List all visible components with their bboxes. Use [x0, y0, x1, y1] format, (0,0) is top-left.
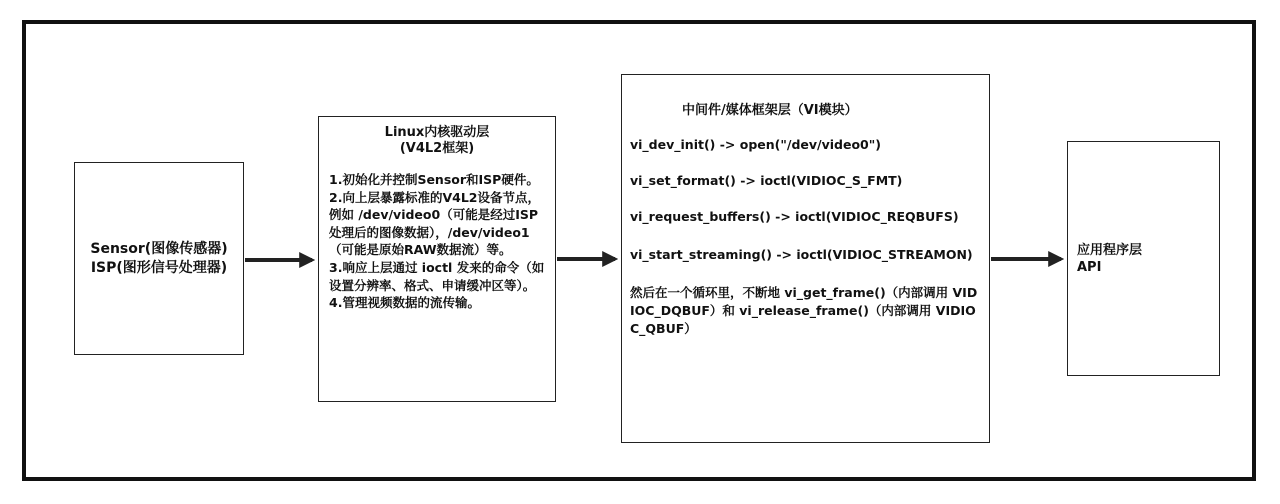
kernel-item: 4.管理视频数据的流传输。 — [329, 295, 480, 311]
isp-label: ISP(图形信号处理器) — [90, 259, 228, 276]
middleware-item: vi_dev_init() -> open("/dev/video0") — [630, 137, 881, 152]
application-api-box — [1067, 141, 1220, 376]
app-layer-label: 应用程序层 — [1077, 243, 1143, 258]
middleware-title: 中间件/媒体框架层（VI模块） — [682, 103, 858, 118]
sensor-isp-box — [74, 162, 244, 355]
sensor-label: Sensor(图像传感器) — [90, 240, 228, 257]
api-label: API — [1077, 260, 1102, 275]
middleware-box — [621, 74, 990, 443]
kernel-driver-box — [318, 116, 556, 402]
kernel-item-list — [329, 171, 545, 312]
kernel-item: 1.初始化并控制Sensor和ISP硬件。 — [329, 172, 539, 187]
middleware-item: vi_start_streaming() -> ioctl(VIDIOC_STREAMON) — [630, 247, 973, 262]
kernel-title: Linux内核驱动层 — [384, 125, 490, 140]
kernel-subtitle: (V4L2框架) — [399, 141, 475, 156]
middleware-item: vi_request_buffers() -> ioctl(VIDIOC_REQBUFS) — [630, 209, 959, 224]
middleware-item: 然后在一个循环里，不断地 vi_get_frame()（内部调用 VIDIOC_DQBUF）和 vi_release_frame()（内部调用 VIDIOC_QBUF） — [630, 285, 978, 336]
kernel-item: 2.向上层暴露标准的V4L2设备节点，例如 /dev/video0（可能是经过ISP处理后的图像数据），/dev/video1（可能是原始RAW数据流）等。 — [329, 189, 540, 258]
middleware-item: vi_set_format() -> ioctl(VIDIOC_S_FMT) — [630, 173, 903, 188]
kernel-item: 3.响应上层通过 ioctl 发来的命令（如设置分辨率、格式、申请缓冲区等）。 — [329, 259, 545, 293]
